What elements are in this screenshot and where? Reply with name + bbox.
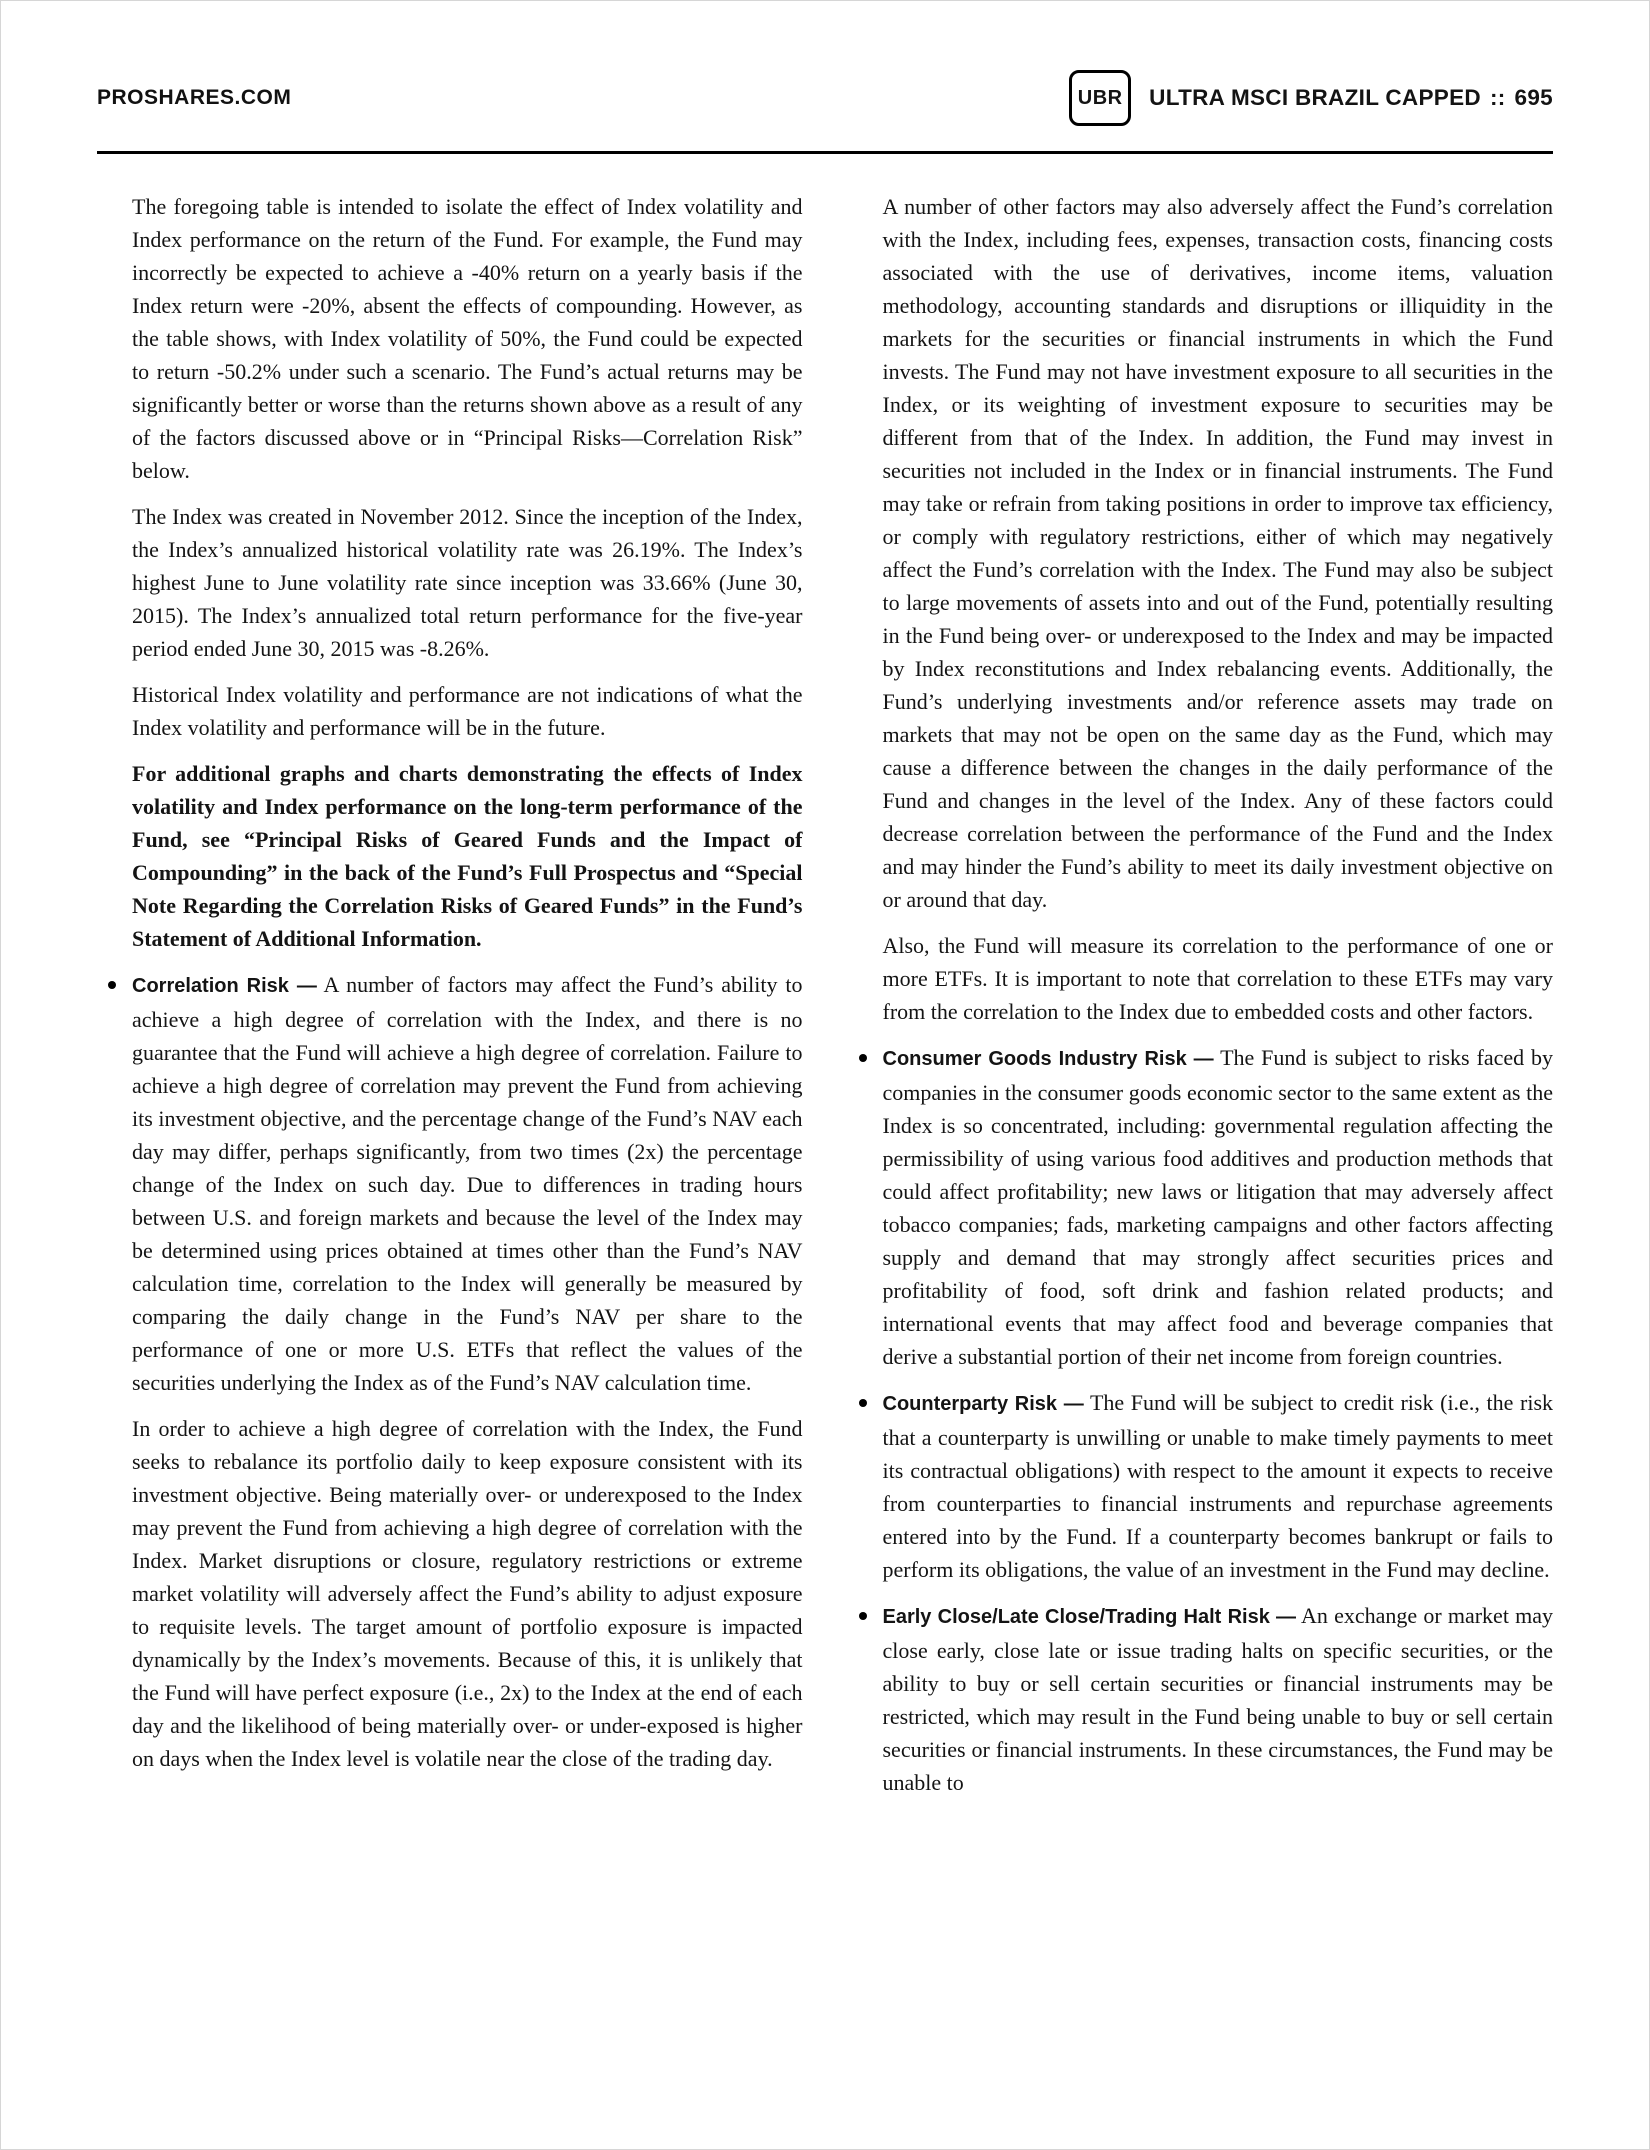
risk-term: Counterparty Risk	[882, 1393, 1058, 1415]
risk-bullet-consumer-goods	[883, 1041, 1554, 1373]
site-name: PROSHARES.COM	[97, 86, 292, 109]
risk-bullet-correlation	[132, 968, 803, 1399]
header-rule	[97, 151, 1553, 154]
document-title	[1149, 85, 1553, 111]
paragraph-foregoing-table: The foregoing table is intended to isolate the effect of Index volatility and Index performance on the return of the Fund. For example, the Fund may incorrectly be expected to achieve a -40% return on a yearly basis if the Index return were -20%, absent the effects of compounding. However, as the table shows, with Index volatility of 50%, the Fund could be expected to return -50.2% under such a scenario. The Fund’s actual returns may be significantly better or worse than the returns shown above as a result of any of the factors discussed above or in “Principal Risks—Correlation Risk” below.	[132, 194, 803, 483]
page-number: 695	[1514, 85, 1553, 110]
right-column	[848, 190, 1554, 1812]
risk-text: The Fund is subject to risks faced by companies in the consumer goods economic sector to the same extent as the Index is so concentrated, including: governmental regulation affecting the permissibility of using various food additives and production methods that could affect profitability; new laws or litigation that may adversely affect tobacco companies; fads, marketing campaigns and other factors affecting supply and demand that may strongly affect securities prices and profitability of food, soft drink and fashion related products; and international events that may affect food and beverage companies that derive a substantial portion of their net income from foreign countries.	[882, 1045, 1553, 1369]
bullet-icon	[108, 981, 116, 989]
risk-dash: —	[1063, 1393, 1084, 1415]
risk-term: Correlation Risk	[132, 975, 289, 997]
risk-text: A number of factors may affect the Fund’s ability to achieve a high degree of correlation with the Index, and there is no guarantee that the Fund will achieve a high degree of correlation. Failure to achieve a high degree of correlation may prevent the Fund from achieving its investment objective, and the percentage change of the Fund’s NAV each day may differ, perhaps significantly, from two times (2x) the percentage change of the Index on such day. Due to differences in trading hours between U.S. and foreign markets and because the level of the Index may be determined using prices obtained at times other than the Fund’s NAV calculation time, correlation to the Index will generally be measured by comparing the daily change in the Fund’s NAV per share to the performance of one or more U.S. ETFs that reflect the values of the securities underlying the Index as of the Fund’s NAV calculation time.	[132, 972, 803, 1395]
risk-dash: —	[296, 975, 317, 997]
page-content	[97, 190, 1553, 1812]
paragraph-index-history: The Index was created in November 2012. Since the inception of the Index, the Index’s annualized historical volatility rate was 26.19%. The Index’s highest June to June volatility rate since inception was 33.66% (June 30, 2015). The Index’s annualized total return performance for the five-year period ended June 30, 2015 was -8.26%.	[132, 504, 803, 661]
fund-ticker: UBR	[1077, 86, 1123, 109]
left-column	[97, 190, 803, 1812]
risk-dash: —	[1276, 1606, 1297, 1628]
risk-dash: —	[1193, 1048, 1214, 1070]
page-header	[97, 69, 1553, 127]
fund-title: ULTRA MSCI BRAZIL CAPPED	[1149, 85, 1481, 110]
paragraph-etf-correlation: Also, the Fund will measure its correlation to the performance of one or more ETFs. It is important to note that correlation to these ETFs may vary from the correlation to the Index due to embedded costs and other factors.	[882, 933, 1553, 1024]
paragraph-historical-disclaimer: Historical Index volatility and performance are not indications of what the Index volatility and performance will be in the future.	[132, 682, 803, 740]
fund-ticker-badge	[1069, 70, 1131, 126]
bullet-icon	[859, 1054, 867, 1062]
risk-bullet-early-close	[883, 1599, 1554, 1799]
risk-term: Consumer Goods Industry Risk	[882, 1048, 1187, 1070]
bullet-icon	[859, 1612, 867, 1620]
paragraph-additional-graphs-note: For additional graphs and charts demonstrating the effects of Index volatility and Index performance on the long-term performance of the Fund, see “Principal Risks of Geared Funds and the Impact of Compounding” in the back of the Fund’s Full Prospectus and “Special Note Regarding the Correlation Risks of Geared Funds” in the Fund’s Statement of Additional Information.	[132, 761, 803, 951]
paragraph-other-factors: A number of other factors may also adversely affect the Fund’s correlation with the Index, including fees, expenses, transaction costs, financing costs associated with the use of derivatives, income items, valuation methodology, accounting standards and disruptions or illiquidity in the markets for the securities or financial instruments in which the Fund invests. The Fund may not have investment exposure to all securities in the Index, or its weighting of investment exposure to securities may be different from that of the Index. In addition, the Fund may invest in securities not included in the Index or in financial instruments. The Fund may take or refrain from taking positions in order to improve tax efficiency, or comply with regulatory restrictions, either of which may negatively affect the Fund’s correlation with the Index. The Fund may also be subject to large movements of assets into and out of the Fund, potentially resulting in the Fund being over- or underexposed to the Index and may be impacted by Index reconstitutions and Index rebalancing events. Additionally, the Fund’s underlying investments and/or reference assets may trade on markets that may not be open on the same day as the Fund, which may cause a difference between the changes in the daily performance of the Fund and changes in the level of the Index. Any of these factors could decrease correlation between the performance of the Fund and the Index and may hinder the Fund’s ability to meet its daily investment objective on or around that day.	[882, 194, 1553, 912]
paragraph-correlation-continuation: In order to achieve a high degree of correlation with the Index, the Fund seeks to rebalance its portfolio daily to keep exposure consistent with its investment objective. Being materially over- or underexposed to the Index may prevent the Fund from achieving a high degree of correlation with the Index. Market disruptions or closure, regulatory restrictions or extreme market volatility will adversely affect the Fund’s ability to adjust exposure to requisite levels. The target amount of portfolio exposure is impacted dynamically by the Index’s movements. Because of this, it is unlikely that the Fund will have perfect exposure (i.e., 2x) to the Index at the end of each day and the likelihood of being materially over- or under-exposed is higher on days when the Index level is volatile near the close of the trading day.	[132, 1416, 803, 1771]
title-separator: ::	[1489, 85, 1506, 110]
risk-term: Early Close/Late Close/Trading Halt Risk	[882, 1606, 1270, 1628]
bullet-icon	[859, 1399, 867, 1407]
risk-bullet-counterparty	[883, 1386, 1554, 1586]
header-right-group	[1069, 70, 1553, 126]
risk-text: An exchange or market may close early, close late or issue trading halts on specific securities, or the ability to buy or sell certain securities or financial instruments may be restricted, which may result in the Fund being unable to buy or sell certain securities or financial instruments. In these circumstances, the Fund may be unable to	[882, 1603, 1554, 1795]
risk-text: The Fund will be subject to credit risk (i.e., the risk that a counterparty is unwilling or unable to make timely payments to meet its contractual obligations) with respect to the amount it expects to receive from counterparties to financial instruments and repurchase agreements entered into by the Fund. If a counterparty becomes bankrupt or fails to perform its obligations, the value of an investment in the Fund may decline.	[882, 1390, 1554, 1582]
